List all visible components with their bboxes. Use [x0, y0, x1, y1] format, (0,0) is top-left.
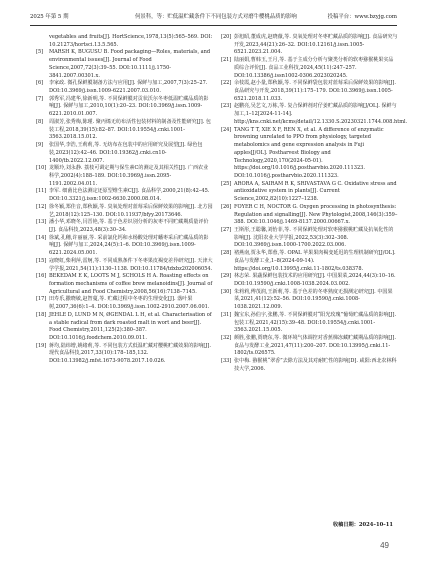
reference-number: [32] [221, 335, 232, 342]
references-left-column [36, 34, 213, 366]
page-number: 49 [380, 541, 389, 550]
received-date: 收稿日期：2024–10–11 [332, 522, 393, 528]
reference-text: 张中梅. 猕猴桃“翠香”去除方法及其对耐贮性的影响[D]. 咸阳:西北农林科技大学,2006. [234, 358, 397, 372]
reference-text: 林志荣. 果蔬保鲜包装技术的应用研究[J]. 中国果菜,2024,44(3):10–16. DOI:10.19590/j.cnki.1008-1038.2024.03.002. [234, 273, 396, 287]
reference-text: 魏宝东,孙伯宇,张鹏,等. 不同保鲜膜对“阳光玫瑰”葡萄贮藏品质的影响[J]. 包装工程,2021,42(15):39–48. DOI:10.19554/j.cnki.1001-3563.2021.15.005. [234, 311, 397, 334]
reference-item [221, 289, 398, 312]
reference-number: [23] [221, 103, 232, 110]
reference-number: [9] [36, 142, 44, 149]
reference-text: TANG T T, XIE X F, REN X, et al. A difference of enzymatic browning unrelated to PPO from physiology, targeted metabolomics and gene expression analysis in Fuji apples[J/OL]. Postharvest Biology and Technology,2020,170(2024-05-01). https://doi.org/10.1016/j.postharvbio.2020.111323. DOI:10.1016/j.postharvbio.2020.111323. [234, 126, 384, 179]
reference-text: 徐斌,孔穗,许丽丽,等. 采前氯化钙和水杨酸处理对蟠枣采后贮藏品质的影响[J]. 保鲜与加工,2024,24(5):1–6. DOI:10.3969/j.issn.1009-6221.2024.05.001. [49, 234, 209, 257]
reference-item [36, 142, 213, 165]
reference-text: 寇晓虹,柴利萍,雷舸,等. 不同成熟条件下冬枣果皮褐变差异研究[J]. 天津大学学报,2021,54(11):1130–1138. DOI:10.11784/tdxbz202006054. [49, 257, 213, 272]
reference-number: [7] [36, 95, 44, 102]
reference-text: JEHLE D, LUND M N, ØGENDAL L H, et al. Characterisation of a stable radical from dark roasted malt in wort and beer[J]. Food Chemistry,2011,125(2):380–387. DOI:10.1016/j.foodchem.2010.09.011. [49, 311, 212, 342]
reference-number: [13] [36, 219, 47, 226]
reference-number: [28] [221, 250, 232, 257]
reference-number: [14] [36, 234, 47, 241]
reference-number: [31] [221, 311, 232, 318]
reference-number: [17] [36, 296, 47, 303]
reference-item [36, 235, 213, 258]
reference-item [221, 204, 398, 227]
reference-number: [16] [36, 273, 47, 280]
reference-number: [24] [221, 126, 232, 133]
reference-item [221, 312, 398, 335]
reference-item [221, 34, 398, 57]
reference-text: 李军. 细菌比色法测定还原型维生素C[J]. 食品科学,2000,21(8):42–45. DOI:10.3321/j.issn:1002-6630.2000.08.014. [49, 188, 210, 203]
reference-number: [25] [221, 180, 232, 187]
reference-item [36, 343, 213, 366]
reference-item [221, 80, 398, 103]
header-divider [30, 25, 397, 26]
reference-item [36, 80, 213, 95]
reference-item [36, 204, 213, 219]
reference-number: [26] [221, 203, 232, 210]
reference-item [221, 103, 408, 126]
reference-number: [29] [221, 273, 232, 280]
reference-item [221, 335, 398, 358]
reference-item [221, 273, 398, 288]
reference-text: BEKEDAM E K, LOOTS M J, SCHOLS H A. Roasting effects on formation mechanisms of coffee brew melanoidins[J]. Journal of Agricultural and Food Chemistry,2008,56(16):7138–7145. [49, 273, 213, 295]
reference-number: [20] [221, 34, 232, 40]
reference-text: 徐冬颖,郑佳音,郑秋颖,等. 臭氧处理对蓝莓采后保鲜效果的影响[J]. 北方园艺,2018(12):125–130. DOI:10.11937/bfyy.20173646. [49, 203, 213, 218]
submission-platform: 投稿平台：www.bzyjg.com [327, 14, 397, 20]
reference-number: [30] [221, 288, 232, 295]
reference-text: 周淑芳,张秀梅,陈瑾. 聚丙烯无纺布活性包装材料的制备及性能研究[J]. 包装工程,2018,39(15):82–87. DOI:10.19554/j.cnki.1001-3563.2018.15.012. [49, 118, 211, 141]
reference-text: 朱莉莉,傅茂润,王新莉,等. 基于色差的冬枣熟度无损测定研究[J]. 中国果菜,2021,41(12):52–56. DOI:10.19590/j.cnki.1008-1038.2021.12.009. [234, 288, 393, 311]
reference-number: [12] [36, 203, 47, 210]
reference-number: [19] [36, 342, 47, 349]
reference-text: 郭秀军,冯建华,徐新明,等. 不同保鲜膜对贡状沃尔冬枣低温贮藏品质的影响[J]. 保鲜与加工,2010,10(1):20–23. DOI:10.3969/j.issn.1009-6221.2010.01.007. [49, 95, 209, 118]
reference-text: 褚燕南,贾永华,郑蓉,等. OPAL 苹果果肉褐变延迟的生理机制研究[J/OL]. 食品与发酵工业,1–8(2024-09-14). https://doi.org/10.13995/j.cnki.11-1802/ts.038378. [234, 250, 396, 272]
reference-item [36, 258, 213, 273]
reference-text: ARORA A, SAIRAM R K, SRIVASTAVA G C. Oxidative stress and antioxidative system in plants[J]. Current Science,2002,82(10):1227–1238. [234, 180, 397, 203]
reference-text: 颜胜,张鹏,贾晓东,等. 微环境气体调控对香蕉梯冻藏贮藏期品质的影响[J]. 食品与发酵工业,2021,47(11):200–207. DOI:10.13995/j.cnki.11-1802/ts.026575. [234, 335, 396, 357]
reference-number: [21] [221, 57, 232, 64]
running-header [30, 10, 397, 24]
reference-item [221, 57, 398, 80]
reference-item [36, 312, 213, 343]
reference-text: 李家政. 微孔保鲜膜制备方法与应用[J]. 保鲜与加工,2007,7(3):25–27. DOI:10.3969/j.issn.1009-6221.2007.03.010. [49, 80, 208, 95]
reference-number: [22] [221, 80, 232, 87]
reference-item [36, 188, 213, 203]
reference-item [221, 250, 398, 273]
reference-item [36, 49, 213, 80]
reference-item [36, 119, 213, 142]
reference-text: 赵鹏亮,吴艺文,万栋,等. 复合保鲜剂对仔姜贮藏品质的影响[J/OL]. 保鲜与加工,1–12[2024-11-14]. http://kns.cnki.net/kcms/detail/12.1330.S.20230321.1744.008.html. [234, 103, 408, 125]
reference-text: 张国华,李浩,王莉莉,等. 无纺布在包装中的应用研究及展望[J]. 绿色包装,2023(12):42–46. DOI:10.19362/j.cnki.cn10-1400/tb.2022.12.007. [49, 142, 203, 164]
reference-item [36, 296, 213, 311]
reference-number: [6] [36, 80, 44, 87]
reference-number: [10] [36, 165, 47, 172]
reference-item [36, 273, 213, 296]
reference-item [221, 181, 398, 204]
reference-item [36, 219, 213, 234]
reference-number: [33] [221, 358, 232, 365]
reference-text: 陆丽娟,曹韩玉,王月,等. 基于主成分分析与聚类分析的软枣猕猴桃果实品质综合评价[J]. 食品工业科技,2024,45(11):247–257. DOI:10.13386/j.issn1002-0306.2023020245. [234, 57, 394, 79]
reference-number: [5] [36, 49, 44, 56]
reference-item [36, 96, 213, 119]
reference-continuation: vegetables and fruits[J]. HortScience,1978,13(5):565–569. DOI: 10.21273/hortsci.13.5.565. [49, 34, 213, 48]
reference-text: 潘小华,邓晓冬,闫晋艳,等. 基于色差识别分析的灰枣不同贮藏期质量评价[J]. 食品科技,2023,48(3):30–34. [49, 219, 209, 233]
article-running-title: 何景科，等：贮低温贮藏条件下不同包装方式对磨牛樱桃品质的影响 [135, 14, 297, 20]
reference-item [36, 165, 213, 188]
reference-text: 彭旭昭,董成虎,赵晓薇,等. 臭氧处理对冬枣贮藏品质的影响[J]. 食品研究与开发,2023,44(21):26–32. DOI:10.12161/j.issn.1005-6521.2023.21.004. [234, 34, 398, 56]
reference-number: [27] [221, 226, 232, 233]
reference-item [221, 127, 398, 181]
reference-text: MARSH K, BUGUSU B. Food packaging—Roles, materials, and environmental issues[J]. Journal of Food Science,2007,72(3):39–55. DOI:10.1111/j.1750-3841.2007.00301.x. [49, 49, 211, 79]
reference-item [221, 227, 398, 250]
references-right-column [221, 34, 408, 374]
reference-number: [15] [36, 257, 47, 264]
reference-number: [8] [36, 118, 44, 125]
reference-text: 田寿乐,撒晓敏,赵智蔓,等. 贮藏过程中冬枣的生理变化[J]. 落叶果树,2007,36(6):1–4. DOI:10.3969/j.issn.1002-2910.2007.06.001. [49, 296, 210, 311]
issue-label: 2025 年第 5 期 [30, 14, 69, 20]
reference-text: 余枝霞,赵小量,郑秋颖,等. 不同保鲜袋包装对蓝莓采后保鲜效果的影响[J]. 食品研究与开发,2018,39(11):175–179. DOI:10.3969/j.issn.1005-6521.2018.11.033. [234, 80, 396, 102]
reference-text: FOYER C H, NOCTOR G. Oxygen processing in photosynthesis: Regulation and signalling[J]. New Phytologist,2008,146(3):359–388. DOI:10.1046/j.1469-8137.2000.00667.x. [234, 203, 398, 226]
reference-number: [18] [36, 311, 47, 318]
reference-text: 王斯彤,王聪馨,刘怡菲,等. 不同保鲜处理对软枣猕猴桃贮藏及抗氧化性的影响[J]. 沈阳农业大学学报,2022,53(3):302–308. DOI:10.3969/j.issn.1000-1700.2022.03.006. [234, 226, 394, 249]
reference-number: [11] [36, 188, 47, 195]
reference-text: 龙顺玲,刘永静. 荔枝可调定期与保生素C的测定及其相关性[J]. 广西农业科学,2002(4):188–189. DOI:10.3969/j.issn.2095-1191.2002.04.011. [49, 165, 209, 187]
reference-item [221, 358, 398, 373]
reference-text: 蒋均,陆纬增,姚绪莉,等. 不同包装方式低温贮藏对樱桃贮藏效果的影响[J]. 现代食品科技,2017,33(10):178–185,132. DOI:10.13982/j.mfst.1673-9078.2017.10.026. [49, 342, 211, 365]
